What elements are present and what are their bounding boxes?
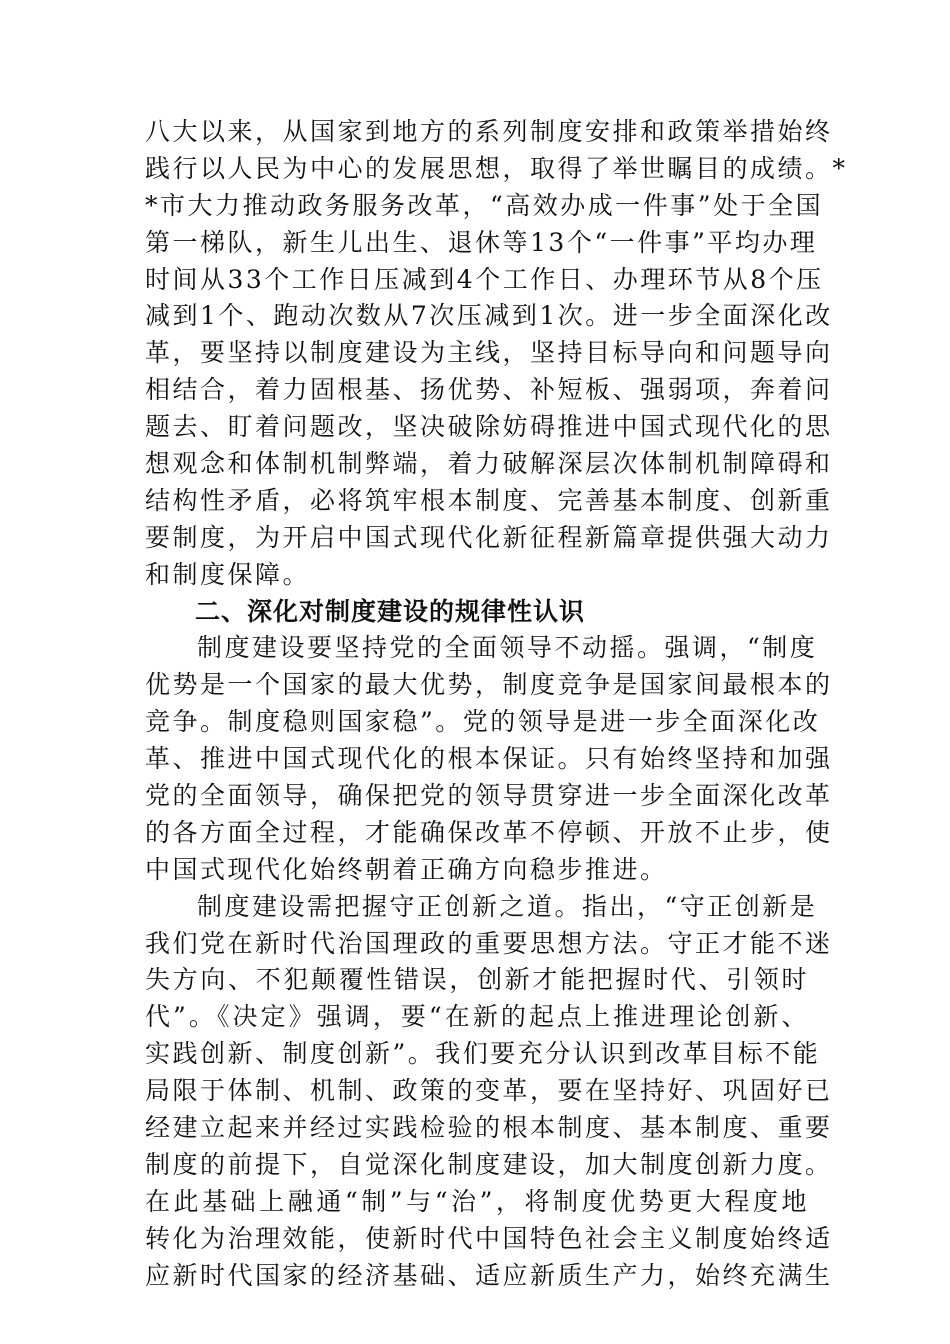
text-line: 在此基础上融通“制”与“治”，将制度优势更大程度地 [145, 1186, 809, 1216]
section-heading: 二、深化对制度建设的规律性认识 [195, 596, 586, 626]
text-line: 的各方面全过程，才能确保改革不停顿、开放不止步，使 [145, 817, 833, 847]
text-line: 转化为治理效能，使新时代中国特色社会主义制度始终适 [145, 1223, 833, 1253]
text-line: 要制度，为开启中国式现代化新征程新篇章提供强大动力 [145, 522, 833, 552]
text-line: 党的全面领导，确保把党的领导贯穿进一步全面深化改革 [145, 781, 833, 811]
text-line: 践行以人民为中心的发展思想，取得了举世瞩目的成绩。* [145, 153, 848, 183]
text-line: 和制度保障。 [145, 559, 311, 589]
text-line: 第一梯队，新生儿出生、退休等13个“一件事”平均办理 [145, 227, 818, 257]
text-line: 局限于体制、机制、政策的变革，要在坚持好、巩固好已 [145, 1076, 833, 1106]
text-line: 相结合，着力固根基、扬优势、补短板、强弱项，奔着问 [145, 375, 833, 405]
text-line: 实践创新、制度创新”。我们要充分认识到改革目标不能 [145, 1039, 821, 1069]
text-line: 中国式现代化始终朝着正确方向稳步推进。 [145, 854, 668, 884]
text-line: 代”。《决定》强调，要“在新的起点上推进理论创新、 [145, 1002, 809, 1032]
text-line: *市大力推动政务服务改革，“高效办成一件事”处于全国 [145, 190, 824, 220]
text-line: 失方向、不犯颠覆性错误，创新才能把握时代、引领时 [145, 965, 809, 995]
text-line: 制度建设要坚持党的全面领导不动摇。强调，“制度 [197, 633, 818, 663]
text-line: 革、推进中国式现代化的根本保证。只有始终坚持和加强 [145, 744, 833, 774]
text-line: 竞争。制度稳则国家稳”。党的领导是进一步全面深化改 [145, 707, 821, 737]
text-line: 减到1个、跑动次数从7次压减到1次。进一步全面深化改 [145, 301, 833, 331]
text-line: 时间从33个工作日压减到4个工作日、办理环节从8个压 [145, 264, 824, 294]
text-line: 八大以来，从国家到地方的系列制度安排和政策举措始终 [145, 117, 833, 146]
body-text [145, 114, 848, 1295]
text-line: 制度的前提下，自觉深化制度建设，加大制度创新力度。 [145, 1149, 833, 1179]
text-line: 结构性矛盾，必将筑牢根本制度、完善基本制度、创新重 [145, 485, 833, 515]
text-line: 想观念和体制机制弊端，着力破解深层次体制机制障碍和 [145, 449, 833, 479]
text-line: 应新时代国家的经济基础、适应新质生产力，始终充满生 [145, 1260, 833, 1290]
text-line: 革，要坚持以制度建设为主线，坚持目标导向和问题导向 [145, 338, 833, 368]
text-line: 制度建设需把握守正创新之道。指出，“守正创新是 [197, 891, 818, 921]
text-line: 题去、盯着问题改，坚决破除妨碍推进中国式现代化的思 [145, 412, 833, 442]
text-line: 我们党在新时代治国理政的重要思想方法。守正才能不迷 [145, 928, 833, 958]
text-line: 优势是一个国家的最大优势，制度竞争是国家间最根本的 [145, 670, 833, 700]
text-line: 经建立起来并经过实践检验的根本制度、基本制度、重要 [145, 1113, 833, 1143]
